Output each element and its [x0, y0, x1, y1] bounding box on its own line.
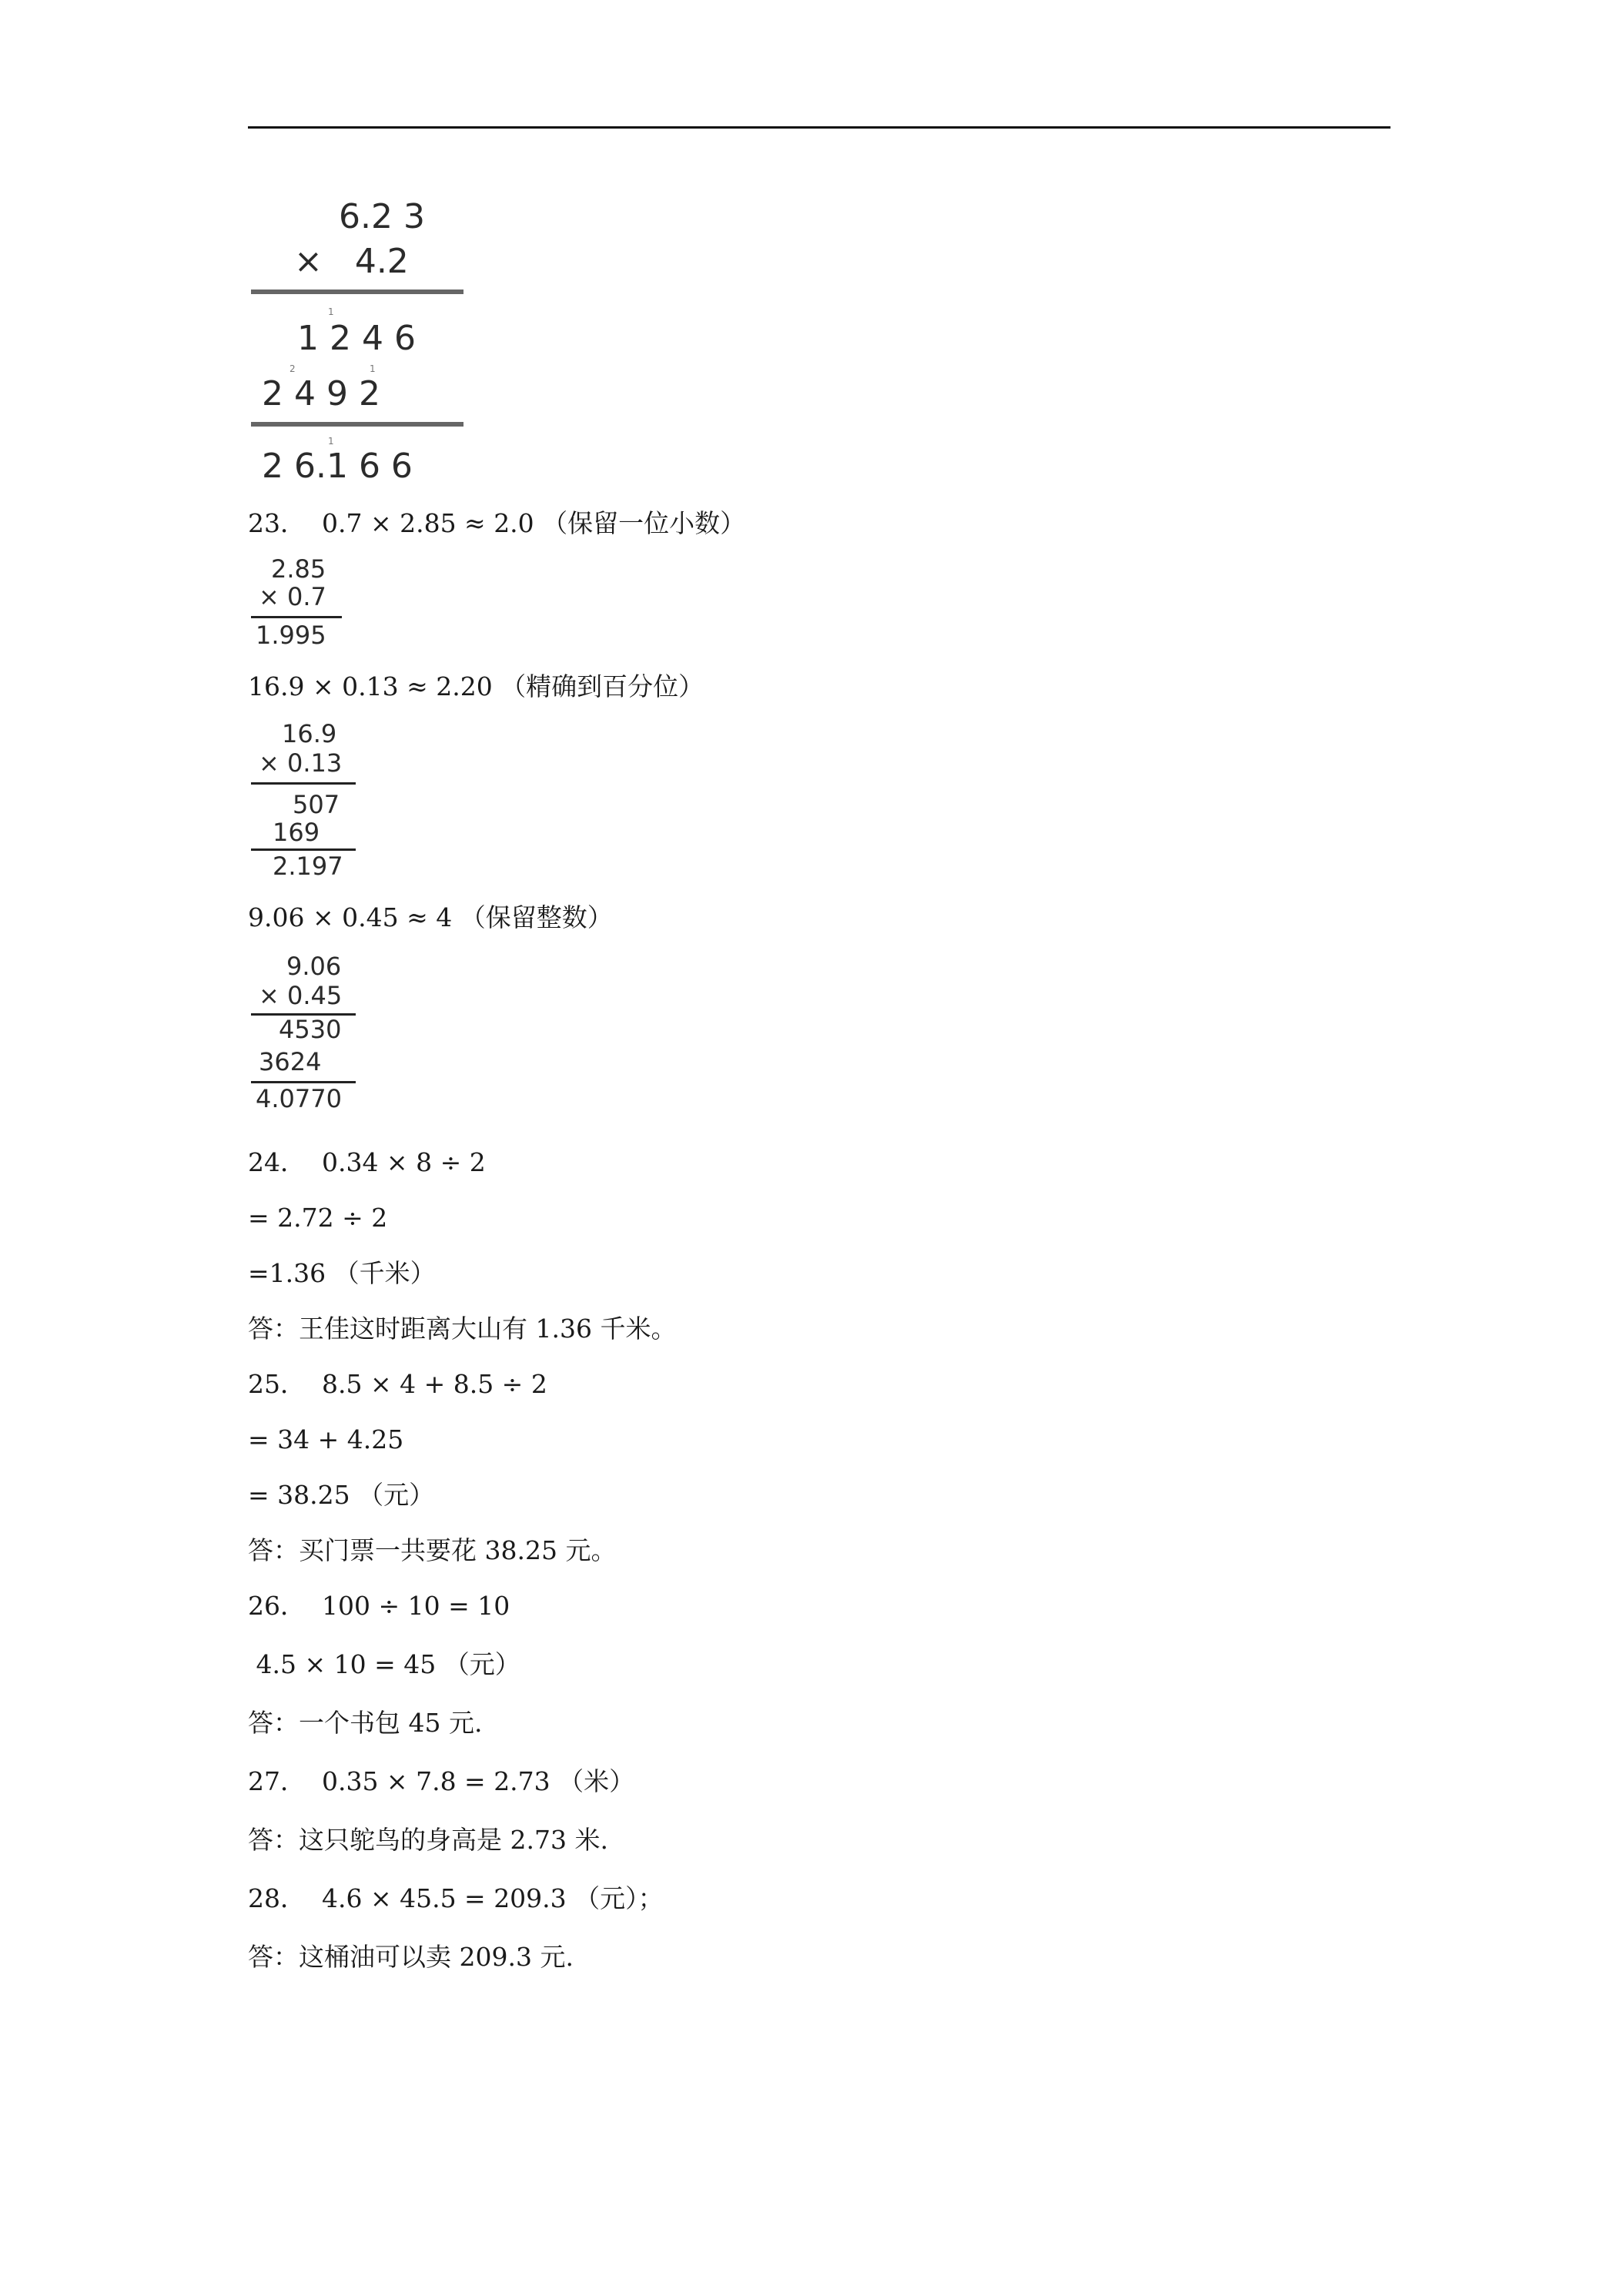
answer-line: 28． 4.6 × 45.5 = 209.3 （元）； — [248, 1883, 664, 1913]
answer-line: 27． 0.35 × 7.8 = 2.73 （米） — [248, 1766, 635, 1796]
answer-line: 25． 8.5 × 4 + 8.5 ÷ 2 — [248, 1369, 547, 1399]
answer-line: 9.06 × 0.45 ≈ 4 （保留整数） — [248, 902, 613, 932]
calc-row: 1.995 — [256, 621, 326, 650]
calc-row: 16.9 — [282, 719, 337, 748]
carry-mark: 2 — [289, 363, 296, 374]
vertical-multiplication-16-9 — [248, 719, 363, 884]
calc-row: 6.2 3 — [339, 197, 425, 236]
calc-row: 507 — [293, 790, 340, 819]
answer-line: 答：一个书包 45 元. — [248, 1708, 483, 1738]
calc-row: × 0.7 — [259, 582, 326, 611]
calc-row: 3624 — [259, 1047, 322, 1076]
calc-row: 2.197 — [273, 852, 343, 881]
calc-rule — [251, 782, 356, 785]
calc-row: 2.85 — [271, 554, 326, 584]
carry-mark: 1 — [370, 363, 376, 374]
calc-row: × 0.13 — [259, 748, 343, 778]
answer-line: 24． 0.34 × 8 ÷ 2 — [248, 1147, 486, 1177]
calc-row: 2 4 9 2 — [262, 374, 380, 413]
calc-row: 1 2 4 6 — [297, 319, 416, 358]
calc-row: × 0.45 — [259, 981, 343, 1010]
answer-line: = 38.25 （元） — [248, 1480, 435, 1510]
answer-line: 答：王佳这时距离大山有 1.36 千米。 — [248, 1314, 677, 1344]
calc-rule — [251, 422, 463, 427]
answer-line: = 34 + 4.25 — [248, 1424, 404, 1454]
answer-line: 4.5 × 10 = 45 （元） — [248, 1649, 520, 1679]
answer-line: 答：这只鸵鸟的身高是 2.73 米. — [248, 1825, 608, 1855]
answer-line: 答：买门票一共要花 38.25 元。 — [248, 1535, 617, 1565]
calc-row: × 4.2 — [294, 242, 409, 281]
answer-line: =1.36 （千米） — [248, 1258, 436, 1288]
calc-row: 2 6.1 6 6 — [262, 447, 413, 486]
answer-line: 16.9 × 0.13 ≈ 2.20 （精确到百分位） — [248, 671, 704, 701]
calc-rule — [251, 616, 342, 618]
calc-row: 4.0770 — [256, 1084, 342, 1113]
carry-mark: 1 — [328, 306, 334, 317]
calc-rule — [251, 848, 356, 851]
calc-rule — [251, 1081, 356, 1083]
vertical-multiplication-6-23 — [248, 194, 471, 493]
answer-line: = 2.72 ÷ 2 — [248, 1203, 388, 1233]
calc-row: 169 — [273, 818, 320, 847]
answer-line: 26． 100 ÷ 10 = 10 — [248, 1591, 510, 1621]
calc-row: 4530 — [279, 1015, 342, 1044]
carry-mark: 1 — [328, 436, 334, 447]
calc-rule — [251, 290, 463, 294]
calc-row: 9.06 — [286, 952, 342, 981]
header-rule — [248, 126, 1390, 129]
answer-line: 23． 0.7 × 2.85 ≈ 2.0 （保留一位小数） — [248, 508, 746, 538]
answer-line: 答：这桶油可以卖 209.3 元. — [248, 1942, 574, 1972]
vertical-multiplication-2-85 — [248, 554, 356, 654]
vertical-multiplication-9-06 — [248, 952, 363, 1123]
